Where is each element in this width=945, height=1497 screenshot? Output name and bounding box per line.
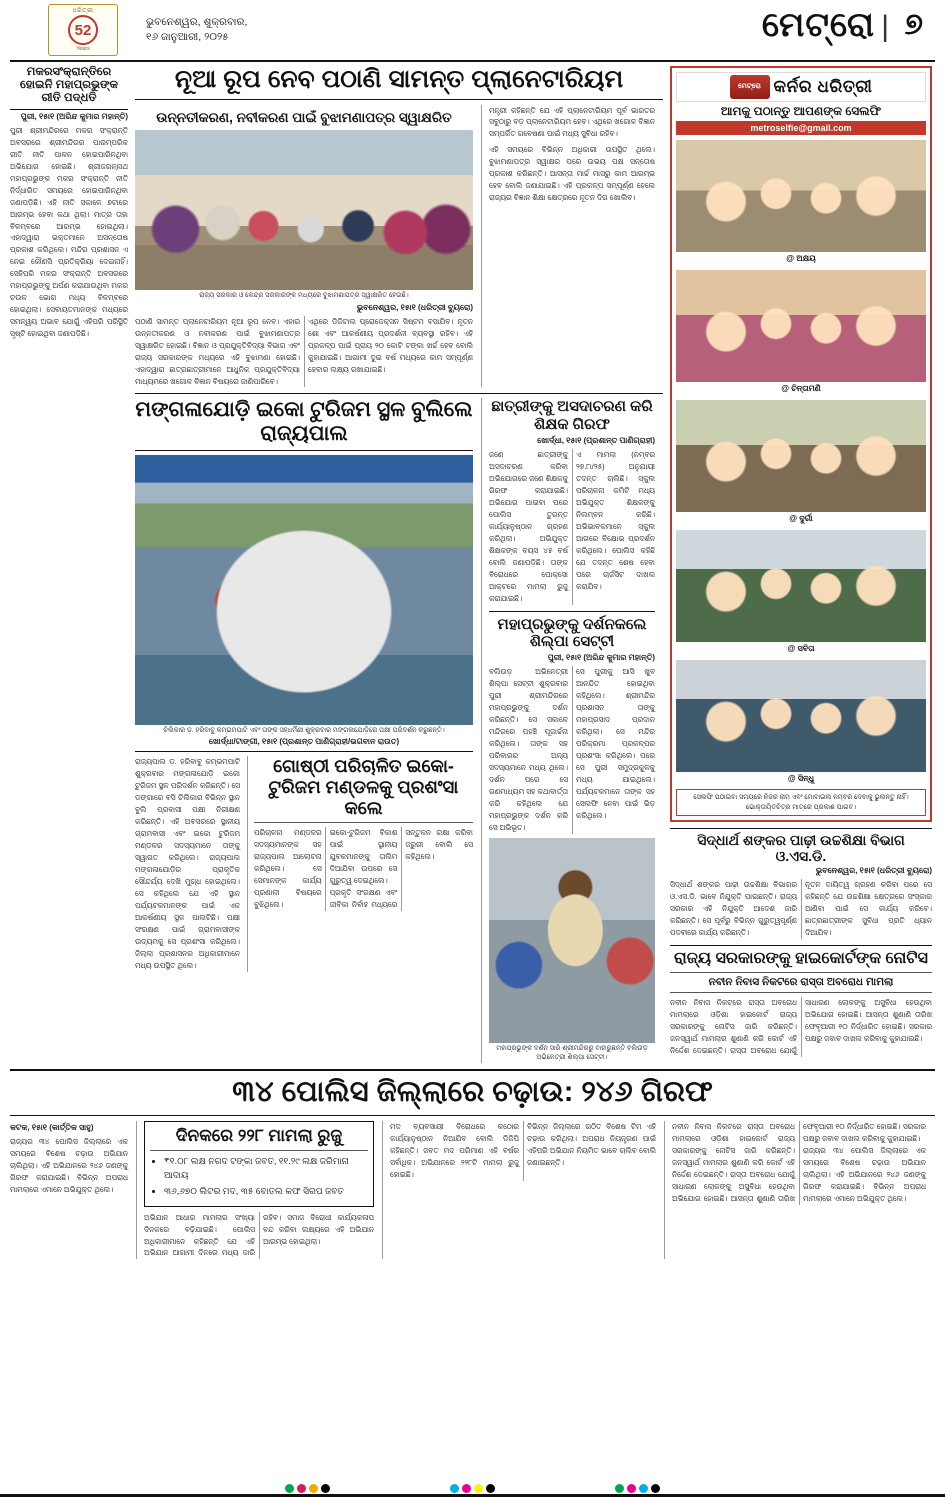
middle-column [135, 66, 663, 1063]
eco-col3: ପ୍ରକୃତି ସଂରକ୍ଷଣ ଏବଂ ଜୀବିକା ନିର୍ବାହ ମଧ୍ୟରେ ସନ୍ତୁଳନ ରକ୍ଷା କରିବା ଜରୁରୀ ବୋଲି ସେ କହିଥିଲେ। [329, 828, 473, 910]
list-item [676, 660, 926, 785]
lead-col3: ମନ୍ତ୍ରୀ କହିଛନ୍ତି ଯେ ଏହି ପ୍ଲାନେଟାରିୟମ ପୂର୍ବ ଭାରତର ସବୁଠାରୁ ବଡ଼ ପ୍ଲାନେଟାରିୟମ ହେବ। ଏଥିରେ ଖଗୋଳ ବିଜ୍ଞାନ ସମ୍ପର୍କିତ ଗବେଷଣା ପାଇଁ ମଧ୍ୟ ସୁବିଧା ରହିବ। [489, 105, 655, 139]
boat-headline: ମଙ୍ଗଳାଯୋଡ଼ି ଇକୋ ଟୁରିଜମ ସ୍ଥଳ ବୁଲିଲେ ରାଜ୍ୟପାଲ [135, 398, 473, 450]
masthead-divider: | [881, 10, 889, 43]
selfie-caption: @ ସିନ୍ଧୁ [787, 774, 815, 783]
teacher-headline: ଛାତ୍ରୀଙ୍କୁ ଅସଦାଚରଣ କରି ଶିକ୍ଷକ ଗିରଫ [491, 398, 653, 434]
police-col-b: ମଦ ବ୍ୟବସାୟୀ ବିରୋଧରେ କଠୋର କାର୍ଯ୍ୟାନୁଷ୍ଠାନ ନିଆଯିବ ବୋଲି ଡିଜିପି କହିଛନ୍ତି। ଜବତ ମଦ ପରିମାଣ ଏହି ବର୍ଷର ସର୍ବାଧିକ। ଅଭିଯାନରେ ୨୨୮ଟି ମାମଲା ରୁଜୁ ହୋଇଛି। [390, 1122, 519, 1180]
highcourt-headline: ରାଜ୍ୟ ସରକାରଙ୍କୁ ହାଇକୋର୍ଟଙ୍କ ନୋଟିସ [674, 950, 928, 968]
highcourt-body: ନବୀନ ନିବାସ ନିକଟରେ ରାସ୍ତା ଅବରୋଧ ମାମଲାରେ ଓଡ଼ିଶା ହାଇକୋର୍ଟ ରାଜ୍ୟ ସରକାରଙ୍କୁ ନୋଟିସ ଜାରି କରିଛନ୍ତି। ଜନସ୍ୱାର୍ଥ ମାମଲାର ଶୁଣାଣି କରି କୋର୍ଟ ଏହି ନିର୍ଦ୍ଦେଶ ଦେଇଛନ୍ତି। ରାସ୍ତା ଅବରୋଧ ଯୋଗୁଁ ସାଧାରଣ ଲୋକଙ୍କୁ ଅସୁବିଧା ହେଉଥିବା ଅଭିଯୋଗ ହୋଇଛି। ଆସନ୍ତା ଶୁଣାଣି ତାରିଖ ଫେବୃଆରୀ ୧୦ ନିର୍ଦ୍ଧାରିତ ହୋଇଛି। ସରକାର ପକ୍ଷରୁ ଜବାବ ଦାଖଲ କରିବାକୁ କୁହାଯାଇଛି। [670, 998, 932, 1056]
section-title: ମେଟ୍ରୋ [761, 6, 875, 44]
selfie-photo [676, 270, 926, 382]
publication-logo [48, 4, 118, 56]
selfie-caption: @ ସବିତା [787, 644, 815, 653]
metro-brand-badge: ମେଟ୍ରୋ [730, 75, 770, 99]
makara-body: ପୁରୀ ଶ୍ରୀମନ୍ଦିରରେ ମକର ସଂକ୍ରାନ୍ତି ଅବସରରେ ଶ୍ରୀମନ୍ଦିରର ପାରମ୍ପରିକ ରୀତି ନୀତି ପାଳନ ହୋଇପାରିନଥିବା ଅଭିଯୋଗ ହୋଇଛି। ଶ୍ରୀଜଗନ୍ନାଥ ମହାପ୍ରଭୁଙ୍କ ମକର ସଂକ୍ରାନ୍ତି ନୀତି ନିର୍ଦ୍ଧାରିତ ସମୟରେ ହୋଇପାରିନଥିବା ଜଣାପଡ଼ିଛି। ଏହି ନୀତି ସକାଳେ ୭ଟାରେ ଆରମ୍ଭ ହେବା କଥା ଥିଲା। ମାତ୍ର ତାହା ବିଳମ୍ବରେ ଆରମ୍ଭ ହୋଇଥିଲା। ଏହାଦ୍ୱାରା ଭକ୍ତମାନେ ଅସନ୍ତୋଷ ପ୍ରକାଶ କରିଥିଲେ। ମନ୍ଦିର ପ୍ରଶାସନ ଏ ନେଇ କୌଣସି ପ୍ରତିକ୍ରିୟା ଦେଇନାହିଁ। ସେହିପରି ମକର ସଂକ୍ରାନ୍ତି ଅବସରରେ ମହାପ୍ରଭୁଙ୍କୁ ଅର୍ପଣ କରାଯାଉଥିବା ମକର ଚଉଳ ଭୋଗ ମଧ୍ୟ ବିଳମ୍ବରେ ହୋଇଥିଲା। ସେବାୟତମାନଙ୍କ ମଧ୍ୟରେ ସମନ୍ୱୟ ଅଭାବ ଯୋଗୁଁ ଏହିପରି ପରିସ୍ଥିତି ସୃଷ୍ଟି ହୋଇଥିବା ଜଣାପଡ଼ିଛି। [10, 125, 128, 339]
list-item: • ୩୬,୬୭୦ ଲିଟର ମଦ, ୩୫ ବୋତଲ କଫ ସିରପ ଜବତ [164, 1185, 368, 1199]
selfie-photo [676, 530, 926, 642]
divider-6 [670, 945, 932, 946]
lead-col4: ଏହି ସମୟରେ ବିଭିନ୍ନ ଅଧିକାରୀ ଉପସ୍ଥିତ ଥିଲେ। ବୁଝାମଣାପତ୍ର ସ୍ୱାକ୍ଷର ପରେ ଉଭୟ ପକ୍ଷ ସନ୍ତୋଷ ପ୍ରକାଶ କରିଛନ୍ତି। ଆସନ୍ତା ମାର୍ଚ୍ଚ ମାସରୁ କାମ ଆରମ୍ଭ ହେବ ବୋଲି ଜଣାଯାଇଛି। ଏହି ପ୍ରକଳ୍ପ ସମ୍ପୂର୍ଣ୍ଣ ହେଲେ ରାଜ୍ୟର ବିଜ୍ଞାନ ଶିକ୍ଷା କ୍ଷେତ୍ରରେ ନୂତନ ଦିଗ ଖୋଲିବ। [489, 145, 655, 203]
police-banner-headline: ୩୪ ପୋଲିସ ଜିଲ୍ଲାରେ ଚଢ଼ାଉ: ୨୪୬ ଗିରଫ [10, 1069, 935, 1117]
boat-byline: ଖୋର୍ଦ୍ଧା/ଟାଙ୍ଗୀ, ୧୫ା୧ (ପ୍ରଶାନ୍ତ ପାଣିଗ୍ରାହୀ/ଭଗବାନ ରାଉତ) [208, 737, 400, 747]
divider-2 [135, 751, 473, 752]
divider-4 [489, 611, 655, 612]
divider-1 [135, 393, 663, 394]
list-item [676, 400, 926, 525]
mou-signing-photo [135, 130, 473, 290]
registration-marks [0, 1484, 945, 1493]
selfie-photo [676, 400, 926, 512]
selfie-submission-note: ସେଲଫି ପଠାଇବା ସମୟରେ ନିଜର ନାମ ଏବଂ ମୋବାଇଲ ନମ୍ବର ଦେବାକୁ ଭୁଲନ୍ତୁ ନାହିଁ। ଭୋକ୍ତାୟିତଚିତ୍ର ମାତ୍ରେ ପ୍ରକାଶ ପାଇବ। [676, 789, 926, 816]
mou-photo-caption: ରାଜ୍ୟ ସରକାର ଓ କେନ୍ଦ୍ର ସରକାରଙ୍କ ମଧ୍ୟରେ ବୁଝାମଣାପତ୍ର ସ୍ୱାକ୍ଷରିତ ହେଉଛି। [199, 291, 409, 299]
left-column [10, 66, 128, 1063]
masthead [10, 0, 935, 62]
teacher-body: ଜଣେ ଛାତ୍ରୀଙ୍କୁ ଅସଦାଚରଣ କରିବା ଅଭିଯୋଗରେ ଜଣେ ଶିକ୍ଷକକୁ ଗିରଫ କରାଯାଇଛି। ଅଭିଯୋଗ ପାଇବା ପରେ ପୋଲିସ ତୁରନ୍ତ କାର୍ଯ୍ୟାନୁଷ୍ଠାନ ଗ୍ରହଣ କରିଥିଲା। ଅଭିଯୁକ୍ତ ଶିକ୍ଷକଙ୍କ ବୟସ ୪୫ ବର୍ଷ ବୋଲି ଜଣାପଡ଼ିଛି। ତାଙ୍କ ବିରୋଧରେ ପୋକ୍ସୋ ଆକ୍ଟରେ ମାମଲା ରୁଜୁ କରାଯାଇଛି। [489, 449, 568, 603]
police-stats-box [144, 1121, 374, 1206]
edition-date: ୧୬ ଜାନୁଆରୀ, ୨୦୨୫ [146, 31, 229, 43]
boat-photo-caption: ଚିଲିକାର ଡ଼. ହରିବାବୁ କମ୍ଭମପାଟି ଏବଂ ତାଙ୍କ ସହଧର୍ମିଣୀ ଶୁକ୍ରବାର ମଙ୍ଗଳାଯୋଡ଼ିରେ ପକ୍ଷୀ ପରିଦର୍ଶନ କରୁଛନ୍ତି। [163, 726, 445, 734]
list-item [676, 530, 926, 655]
page-number: ୭ [904, 8, 923, 41]
makara-headline: ମକରସଂକ୍ରାନ୍ତିରେ ହୋଇନି ମହାପ୍ରଭୁଙ୍କ ରୀତି ପଦ୍ଧତି [10, 66, 128, 110]
divider-7 [150, 1150, 368, 1151]
reg-mark-group [285, 1484, 330, 1493]
selfie-ad-subtitle: ଆମକୁ ପଠାନ୍ତୁ ଆପଣଙ୍କ ସେଲଫି [720, 104, 882, 118]
selfie-ad-title: କର୍ନର ଧରିତ୍ରୀ [773, 77, 873, 96]
list-item: • ₹୧.୦୮ ଲକ୍ଷ ନଗଦ ଟଙ୍କା ଜବତ, ୧୧.୨୯ ଲକ୍ଷ ଜରିମାନା ଆଦାୟ [164, 1155, 368, 1182]
police-col-d: ନବୀନ ନିବାସ ନିକଟରେ ରାସ୍ତା ଅବରୋଧ ମାମଲାରେ ଓଡ଼ିଶା ହାଇକୋର୍ଟ ରାଜ୍ୟ ସରକାରଙ୍କୁ ନୋଟିସ ଜାରି କରିଛନ୍ତି। ଜନସ୍ୱାର୍ଥ ମାମଲାର ଶୁଣାଣି କରି କୋର୍ଟ ଏହି ନିର୍ଦ୍ଦେଶ ଦେଇଛନ୍ତି। ରାସ୍ତା ଅବରୋଧ ଯୋଗୁଁ ସାଧାରଣ ଲୋକଙ୍କୁ ଅସୁବିଧା ହେଉଥିବା ଅଭିଯୋଗ ହୋଇଛି। ଆସନ୍ତା ଶୁଣାଣି ତାରିଖ ଫେବୃଆରୀ ୧୦ ନିର୍ଦ୍ଧାରିତ ହୋଇଛି। ସରକାର ପକ୍ଷରୁ ଜବାବ ଦାଖଲ କରିବାକୁ କୁହାଯାଇଛି। [672, 1122, 926, 1204]
selfie-caption: @ ଚିନ୍ତାମଣି [781, 384, 821, 393]
shilpa-byline: ପୁରୀ, ୧୫ା୧ (ଅରିନ୍ଦ କୁମାର ମହାନ୍ତି) [547, 653, 655, 663]
police-col-c: ବିଭିନ୍ନ ଜିଲ୍ଲାରେ ଗଠିତ ବିଶେଷ ଟିମ ଏହି ଚଢ଼ାଉ କରିଥିଲା। ଅପରାଧ ନିୟନ୍ତ୍ରଣ ପାଇଁ ଏହିପରି ଅଭିଯାନ ନିୟମିତ ଭାବେ ଚାଲିବ ବୋଲି ଜଣାଇଛନ୍ତି। [527, 1122, 656, 1168]
list-item [676, 140, 926, 265]
governor-boat-photo [135, 455, 473, 725]
lead-byline: ଭୁବନେଶ୍ୱର, ୧୫ା୧ (ଧରିତ୍ରୀ ବ୍ୟୁରୋ) [356, 302, 473, 312]
reg-mark-group [450, 1484, 495, 1493]
lead-headline: ନୂଆ ରୂପ ନେବ ପଠାଣି ସାମନ୍ତ ପ୍ଲାନେଟାରିୟମ [135, 66, 663, 100]
right-column [670, 66, 932, 1063]
shilpa-headline: ମହାପ୍ରଭୁଙ୍କୁ ଦର୍ଶନକଲେ ଶିଲ୍ପା ସେଟ୍ଟୀ [497, 615, 647, 651]
selfie-caption: @ ଦୁର୍ଗା [789, 514, 813, 523]
lead-subhead: ଉନ୍ନତୀକରଣ, ନବୀକରଣ ପାଇଁ ବୁଝାମଣାପତ୍ର ସ୍ୱାକ୍ଷରିତ [156, 109, 452, 125]
divider-5 [670, 828, 932, 829]
selfie-email-link[interactable]: metroselfie@gmail.com [676, 121, 926, 135]
sidharth-headline: ସିଦ୍ଧାର୍ଥ ଶଙ୍କର ପାଢ଼ୀ ଉଚ୍ଚଶିକ୍ଷା ବିଭାଗ ଓ.ଏସ.ଡି. [697, 832, 905, 864]
lead-col1: ପଠାଣି ସାମନ୍ତ ପ୍ଲାନେଟାରିୟମ ନୂଆ ରୂପ ନେବ। ଏହାର ଉନ୍ନତୀକରଣ ଓ ନବୀକରଣ ପାଇଁ ବୁଝାମଣାପତ୍ର ସ୍ୱାକ୍ଷରିତ ହୋଇଛି। ବିଜ୍ଞାନ ଓ ପ୍ରଯୁକ୍ତିବିଦ୍ୟା ବିଭାଗ ଏବଂ ରାଜ୍ୟ ସରକାରଙ୍କ ମଧ୍ୟରେ ଏହି ବୁଝାମଣା ହୋଇଛି। ଏହାଦ୍ୱାରା ଛାତ୍ରଛାତ୍ରୀମାନେ ଆଧୁନିକ ପ୍ରଯୁକ୍ତିବିଦ୍ୟା ମାଧ୍ୟମରେ ଖଗୋଳ ବିଜ୍ଞାନ ବିଷୟରେ ଜାଣିପାରିବେ। [135, 316, 300, 386]
teacher-byline: ଖୋର୍ଦ୍ଧା, ୧୫ା୧ (ପ୍ରଶାନ୍ତ ପାଣିଗ୍ରାହୀ) [537, 435, 655, 445]
list-item [676, 270, 926, 395]
highcourt-kicker: ନବୀନ ନିବାସ ନିକଟରେ ରାସ୍ତା ଅବରୋଧ ମାମଲା [670, 972, 932, 993]
selfie-photo [676, 140, 926, 252]
police-box-title: ଦିନକରେ ୨୨୮ ମାମଲା ରୁଜୁ [175, 1126, 343, 1146]
eco-box-headline: ଗୋଷ୍ଠୀ ପରିଚାଳିତ ଇକୋ-ଟୁରିଜମ ମଣ୍ଡଳକୁ ପ୍ରଶଂସା କଲେ [268, 756, 459, 818]
divider-3 [254, 822, 473, 823]
reg-mark-group [615, 1484, 660, 1493]
logo-years-number: 52 [74, 21, 92, 39]
shilpa-temple-photo [489, 838, 655, 1043]
sidharth-col2: ନୂତନ ଦାୟିତ୍ୱ ଗ୍ରହଣ କରିବା ପରେ ସେ କହିଛନ୍ତି ଯେ ଉଚ୍ଚଶିକ୍ଷା କ୍ଷେତ୍ରରେ ସଂସ୍କାର ଆଣିବା ପାଇଁ ସେ କାର୍ଯ୍ୟ କରିବେ। ଛାତ୍ରଛାତ୍ରୀଙ୍କ ସୁବିଧା ପ୍ରତି ଧ୍ୟାନ ଦିଆଯିବ। [805, 880, 932, 938]
police-col-a: ଅଭିଯାନ ଆଧାର ମାମଲାର ସଂଖ୍ୟା ଦିନକରେ ବଢ଼ିଯାଇଛି। ପୋଲିସ ଅଧିକାରୀମାନେ କହିଛନ୍ତି ଯେ ଏହି ଅଭିଯାନ ଆଗାମୀ ଦିନରେ ମଧ୍ୟ ଜାରି ରହିବ। ସମାଜ ବିରୋଧୀ କାର୍ଯ୍ୟକଳାପ ବନ୍ଦ କରିବା ଲକ୍ଷ୍ୟରେ ଏହି ଅଭିଯାନ ଆରମ୍ଭ ହୋଇଥିଲା। [144, 1212, 374, 1258]
eco-col1: ପରିଚାଳନା ମଣ୍ଡଳର ସଦସ୍ୟମାନଙ୍କ ସହ ରାଜ୍ୟପାଲ ଆଲୋଚନା କରିଥିଲେ। ସେ ସେମାନଙ୍କ କାର୍ଯ୍ୟ ପ୍ରଣାଳୀ ବିଷୟରେ ବୁଝିଥିଲେ। [254, 828, 322, 910]
makara-byline: ପୁରୀ, ୧୫ା୧ (ଅରିନ୍ଦ କୁମାର ମହାନ୍ତି) [20, 111, 128, 121]
police-left-body: ରାଜ୍ୟର ୩୪ ପୋଲିସ ଜିଲ୍ଲାରେ ଏକ ସମୟରେ ବିଶେଷ ଚଢ଼ାଉ ଅଭିଯାନ ଚାଲିଥିଲା। ଏହି ଅଭିଯାନରେ ୨୪୬ ଜଣଙ୍କୁ ଗିରଫ କରାଯାଇଛି। ବିଭିନ୍ନ ଅପରାଧ ମାମଲାରେ ଏମାନେ ଅଭିଯୁକ୍ତ ଥିଲେ। [10, 1137, 128, 1195]
police-col-e: ରାଜ୍ୟର ୩୪ ପୋଲିସ ଜିଲ୍ଲାରେ ଏକ ସମୟରେ ବିଶେଷ ଚଢ଼ାଉ ଅଭିଯାନ ଚାଲିଥିଲା। ଏହି ଅଭିଯାନରେ ୨୪୬ ଜଣଙ୍କୁ ଗିରଫ କରାଯାଇଛି। ବିଭିନ୍ନ ଅପରାଧ ମାମଲାରେ ଏମାନେ ଅଭିଯୁକ୍ତ ଥିଲେ। [803, 1146, 926, 1204]
sidharth-col1: ସିଦ୍ଧାର୍ଥ ଶଙ୍କର ପାଢ଼ୀ ଉଚ୍ଚଶିକ୍ଷା ବିଭାଗର ଓ.ଏସ.ଡି. ଭାବେ ନିଯୁକ୍ତି ପାଇଛନ୍ତି। ରାଜ୍ୟ ସରକାର ଏହି ନିଯୁକ୍ତି ଆଦେଶ ଜାରି କରିଛନ୍ତି। ସେ ପୂର୍ବରୁ ବିଭିନ୍ନ ଗୁରୁତ୍ୱପୂର୍ଣ୍ଣ ପଦବୀରେ କାର୍ଯ୍ୟ କରିଛନ୍ତି। [670, 880, 797, 938]
logo-top-text: ଧରିତ୍ରୀ [72, 8, 94, 14]
edition-place-date [146, 15, 247, 45]
eco-col2: ଇକୋ-ଟୁରିଜମ ବିକାଶ ପାଇଁ ସ୍ଥାନୀୟ ଯୁବକମାନଙ୍କୁ ତାଲିମ ଦିଆଯିବା ଉପରେ ସେ ଗୁରୁତ୍ୱ ଦେଇଥିଲେ। [329, 828, 398, 886]
selfie-ad-header [676, 72, 926, 102]
selfie-caption: @ ଅକ୍ଷୟ [786, 254, 816, 263]
logo-years-word: Years [76, 46, 90, 52]
police-byline: କଟକ, ୧୫ା୧ (କାର୍ତ୍ତିକ ସାହୁ) [10, 1123, 94, 1133]
shilpa-col2: ସେ ପୁରୀକୁ ଆସି ଖୁବ ଆନନ୍ଦିତ ହୋଇଥିବା କହିଥିଲେ। ଶ୍ରୀମନ୍ଦିର ପ୍ରଶାସନ ତାଙ୍କୁ ମହାପ୍ରସାଦ ପ୍ରଦାନ କରିଥିଲା। ସେ ମନ୍ଦିର ପରିକ୍ରମା ପ୍ରକଳ୍ପର ପ୍ରଶଂସା କରିଥିଲେ। ପରେ ସେ ପୁରୀ ସମୁଦ୍ରକୁଳକୁ ମଧ୍ୟ ଯାଇଥିଲେ। ପର୍ଯ୍ୟଟକମାନେ ତାଙ୍କ ସହ ସେଲଫି ନେବା ପାଇଁ ଭିଡ଼ କରିଥିଲେ। [576, 667, 655, 820]
lead-col2: ଏଥିରେ ଡିଜିଟାଲ ପ୍ରୋଜେକ୍ସନ ସିଷ୍ଟମ ବସାଯିବ। ନୂତନ ଶୋ ଏବଂ ଆକର୍ଷଣୀୟ ପ୍ରଦର୍ଶନୀ ବ୍ୟବସ୍ଥା ରହିବ। ଏହି ପ୍ରକଳ୍ପ ପାଇଁ ପ୍ରାୟ ୨୦ କୋଟି ଟଙ୍କା ଖର୍ଚ୍ଚ ହେବ ବୋଲି କୁହାଯାଇଛି। ଆଗାମୀ ଦୁଇ ବର୍ଷ ମଧ୍ୟରେ କାମ ସମ୍ପୂର୍ଣ୍ଣ ହେବାର ଲକ୍ଷ୍ୟ ରଖାଯାଇଛି। [308, 316, 473, 374]
selfie-corner-box [670, 66, 932, 822]
sidharth-byline: ଭୁବନେଶ୍ୱର, ୧୫ା୧ (ଧରିତ୍ରୀ ବ୍ୟୁରୋ) [815, 866, 932, 876]
shilpa-photo-caption: ମହାପ୍ରଭୁଙ୍କ ଦର୍ଶନ ସାରି ଶ୍ରୀମନ୍ଦିରରୁ ବାହାରୁଛନ୍ତି ବଲିଉଡ଼ ଅଭିନେତ୍ରୀ ଶିଲ୍ପା ସେଟ୍ଟୀ। [496, 1044, 648, 1061]
page-content [10, 66, 935, 1063]
teacher-body2: ଏ ମାମଲା (ନମ୍ବର ୨୭.୮ା/୨୫) ଅନୁଯାୟୀ ତଦନ୍ତ ଚାଲିଛି। ସ୍କୁଲ ପରିଚାଳନା କମିଟି ମଧ୍ୟ ଅଭିଯୁକ୍ତ ଶିକ୍ଷକଙ୍କୁ ନିଲମ୍ବନ କରିଛି। ଅଭିଭାବକମାନେ ସ୍କୁଲ ଆଗରେ ବିକ୍ଷୋଭ ପ୍ରଦର୍ଶନ କରିଥିଲେ। ପୋଲିସ କହିଛି ଯେ ତଦନ୍ତ ଶେଷ ହେବା ପରେ ଚାର୍ଜସିଟ ଦାଖଲ କରାଯିବ। [576, 449, 655, 591]
shilpa-col1: ବଲିଉଡ଼ ଅଭିନେତ୍ରୀ ଶିଲ୍ପା ସେଟ୍ଟୀ ଶୁକ୍ରବାର ପୁରୀ ଶ୍ରୀମନ୍ଦିରରେ ମହାପ୍ରଭୁଙ୍କୁ ଦର୍ଶନ କରିଛନ୍ତି। ସେ ସକାଳେ ମନ୍ଦିରରେ ପହଞ୍ଚି ପୂଜାର୍ଚ୍ଚନା କରିଥିଲେ। ତାଙ୍କ ସହ ପରିବାରର ଅନ୍ୟ ସଦସ୍ୟମାନେ ମଧ୍ୟ ଥିଲେ। ଦର୍ଶନ ପରେ ସେ ଗଣମାଧ୍ୟମ ସହ କଥାବାର୍ତ୍ତା କରି କହିଥିଲେ ଯେ ମହାପ୍ରଭୁଙ୍କ ଦର୍ଶନ କରି ସେ ଅଭିଭୂତ। [489, 667, 568, 832]
boat-body: ରାଜ୍ୟପାଲ ଡ଼. ହରିବାବୁ କମ୍ଭମପାଟି ଶୁକ୍ରବାର ମଙ୍ଗଳାଯୋଡ଼ି ଇକୋ ଟୁରିଜମ ସ୍ଥଳ ପରିଦର୍ଶନ କରିଛନ୍ତି। ସେ ଡଙ୍ଗାରେ ବସି ଚିଲିକାର ବିଭିନ୍ନ ସ୍ଥାନ ବୁଲି ପ୍ରବାସୀ ପକ୍ଷୀ ନିରୀକ୍ଷଣ କରିଛନ୍ତି। ଏହି ଅବସରରେ ସ୍ଥାନୀୟ ଗ୍ରାମବାସୀ ଏବଂ ଇକୋ ଟୁରିଜମ ମଣ୍ଡଳର ସଦସ୍ୟମାନେ ତାଙ୍କୁ ସ୍ୱାଗତ କରିଥିଲେ। ରାଜ୍ୟପାଲ ମଙ୍ଗଳାଯୋଡ଼ିର ପ୍ରାକୃତିକ ସୌନ୍ଦର୍ଯ୍ୟ ଦେଖି ମୁଗ୍ଧ ହୋଇଥିଲେ। ସେ କହିଥିଲେ ଯେ ଏହି ସ୍ଥାନ ପର୍ଯ୍ୟଟକମାନଙ୍କ ପାଇଁ ଏକ ଆକର୍ଷଣୀୟ ସ୍ଥଳ ପାଲଟିଛି। ପକ୍ଷୀ ସଂରକ୍ଷଣ ପାଇଁ ଗ୍ରାମବାସୀଙ୍କ ଉଦ୍ୟମକୁ ସେ ପ୍ରଶଂସା କରିଥିଲେ। ଜିଲ୍ଲା ପ୍ରଶାସନର ଅଧିକାରୀମାନେ ମଧ୍ୟ ଉପସ୍ଥିତ ଥିଲେ। [135, 757, 240, 971]
edition-place: ଭୁବନେଶ୍ୱର, ଶୁକ୍ରବାର, [146, 15, 248, 28]
selfie-photo [676, 660, 926, 772]
